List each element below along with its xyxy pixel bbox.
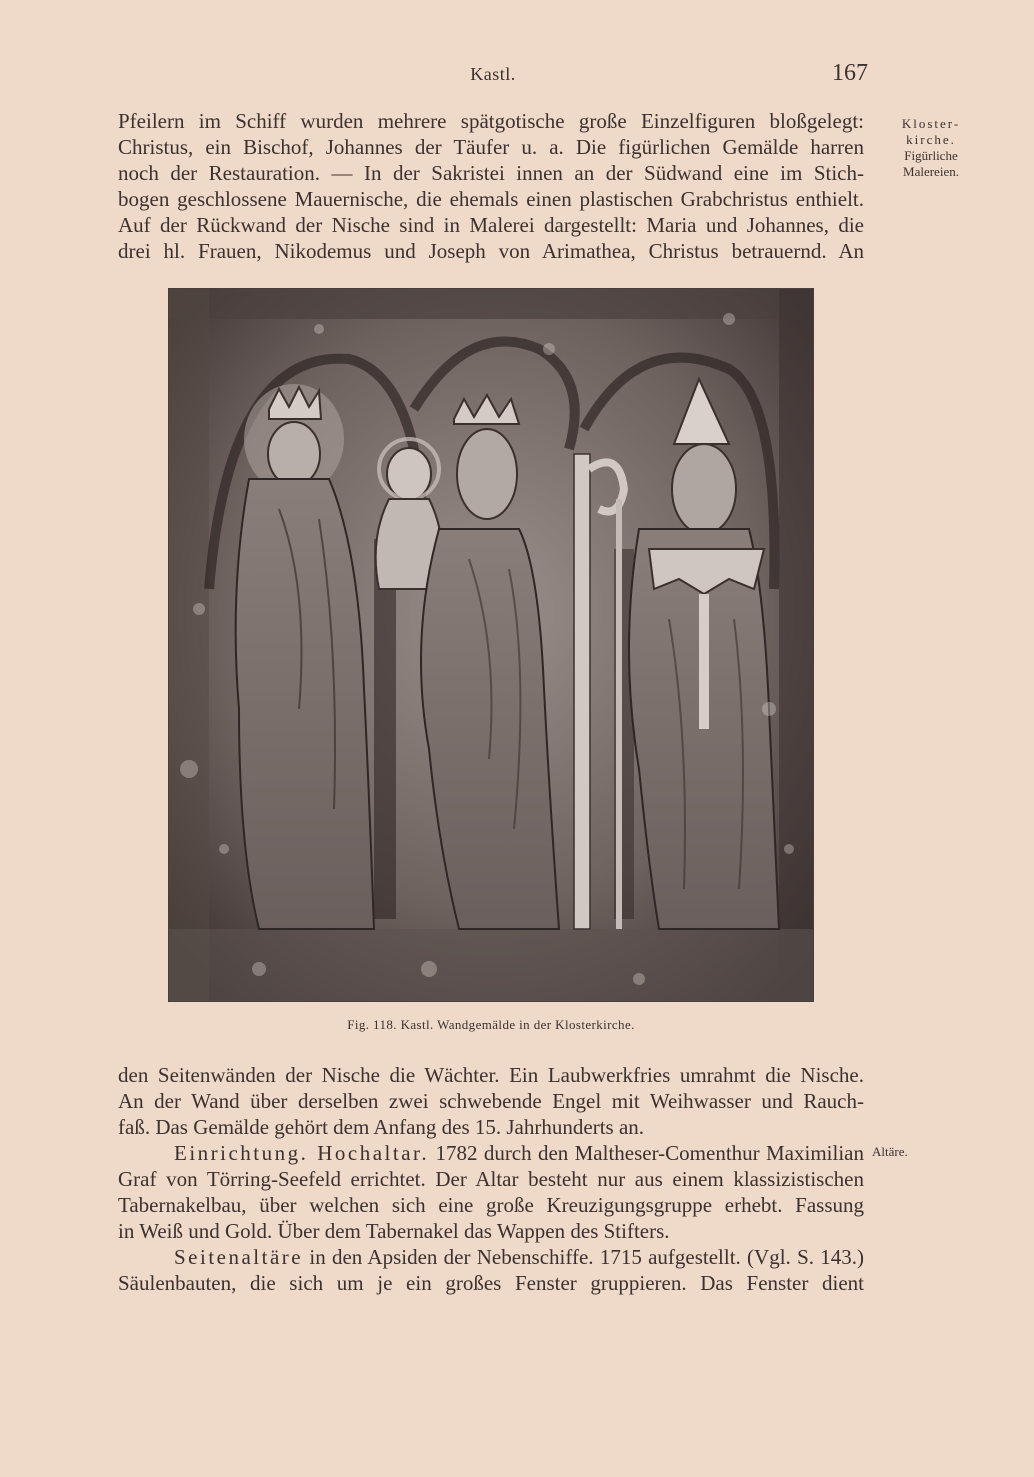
text-line: den Seitenwänden der Nische die Wächter. Ein Laubwerkfries umrahmt die Nische. xyxy=(118,1063,864,1087)
bottom-paragraphs xyxy=(118,1062,864,1296)
text-fragment: 1782 durch den Maltheser-Comenthur Maximilian xyxy=(429,1141,864,1165)
text-line: Auf der Rückwand der Nische sind in Malerei dargestellt: Maria und Johannes, die xyxy=(118,213,864,237)
text-fragment: in den Apsiden der Nebenschiffe. 1715 aufgestellt. (Vgl. S. 143.) xyxy=(303,1245,864,1269)
margin-note-altaere: Altäre. xyxy=(872,1144,908,1159)
text-line: drei hl. Frauen, Nikodemus und Joseph von Arimathea, Christus betrauernd. An xyxy=(118,239,864,263)
running-title: Kastl. xyxy=(470,64,516,84)
text-line: Christus, ein Bischof, Johannes der Täufer u. a. Die figürlichen Gemälde harren xyxy=(118,135,864,159)
margin-note-line: Figürliche xyxy=(904,148,958,163)
margin-note-klosterkirche xyxy=(876,116,986,180)
section-heading-seitenaltaere: Seitenaltäre xyxy=(174,1245,304,1269)
text-line: Pfeilern im Schiff wurden mehrere spätgotische große Einzelfiguren bloßgelegt: xyxy=(118,109,864,133)
text-line: in Weiß und Gold. Über dem Tabernakel das Wappen des Stifters. xyxy=(118,1219,670,1243)
top-paragraph xyxy=(118,108,864,264)
margin-note-line: Kloster- xyxy=(901,116,961,131)
text-line: faß. Das Gemälde gehört dem Anfang des 15. Jahrhunderts an. xyxy=(118,1115,645,1139)
text-line xyxy=(118,1244,864,1270)
section-heading-einrichtung: Einrichtung. Hochaltar. xyxy=(174,1141,430,1165)
text-line: An der Wand über derselben zwei schwebende Engel mit Weihwasser und Rauch- xyxy=(118,1089,864,1113)
margin-note-line: kirche. xyxy=(906,132,956,147)
text-line: Tabernakelbau, über welchen sich eine große Kreuzigungsgruppe erhebt. Fassung xyxy=(118,1193,864,1217)
text-line: Säulenbauten, die sich um je ein großes Fenster gruppieren. Das Fenster dient xyxy=(118,1271,864,1295)
running-head xyxy=(118,60,868,90)
margin-note-line: Malereien. xyxy=(903,164,959,179)
text-line: Graf von Törring-Seefeld errichtet. Der Altar besteht nur aus einem klassizistischen xyxy=(118,1167,864,1191)
figure-caption: Fig. 118. Kastl. Wandgemälde in der Klosterkirche. xyxy=(347,1017,635,1032)
page-number: 167 xyxy=(832,60,868,86)
text-line: noch der Restauration. — In der Sakristei innen an der Südwand eine im Stich- xyxy=(118,161,864,185)
wall-painting-image xyxy=(169,289,814,1002)
wall-painting-figure xyxy=(168,288,814,1002)
text-line: bogen geschlossene Mauernische, die ehemals einen plastischen Grabchristus enthielt. xyxy=(118,187,864,211)
text-line xyxy=(118,1140,864,1166)
